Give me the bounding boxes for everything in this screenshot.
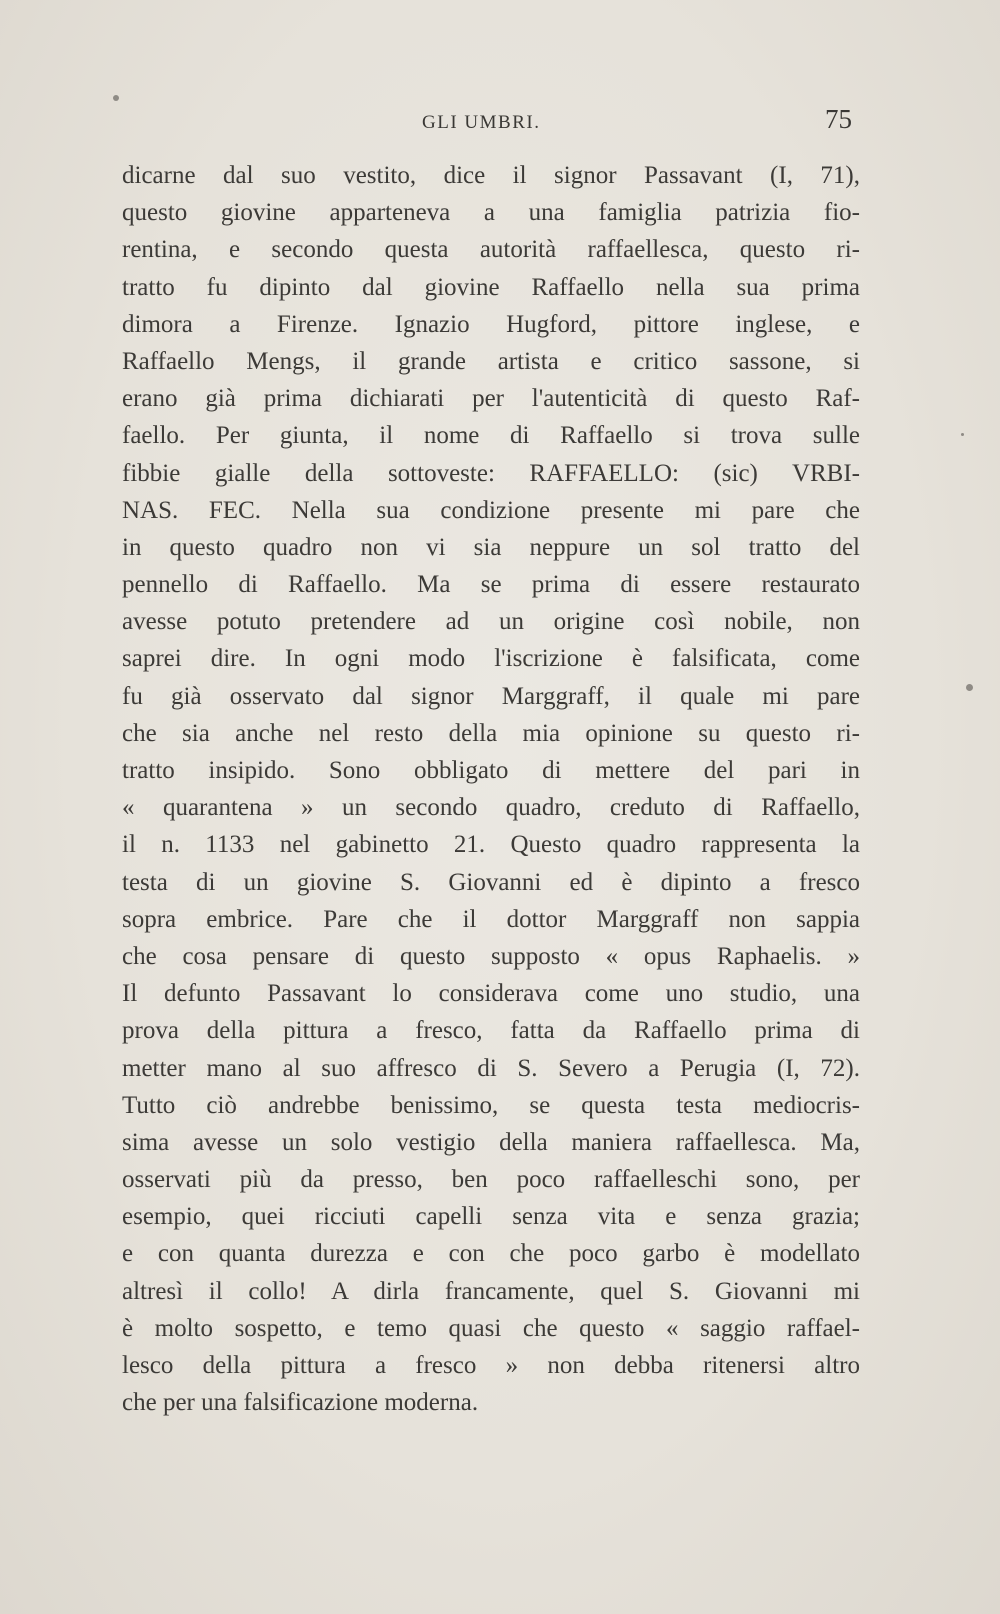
text-line: Il defunto Passavant lo considerava come uno studio, una: [122, 980, 860, 1008]
running-head: [120, 104, 852, 134]
text-line: tratto insipido. Sono obbligato di mettere del pari in: [122, 757, 860, 784]
text-line: prova della pittura a fresco, fatta da Raffaello prima di: [122, 1017, 860, 1045]
text-line: lesco della pittura a fresco » non debba ritenersi altro: [122, 1352, 860, 1379]
text-line: che cosa pensare di questo supposto « opus Raphaelis. »: [122, 942, 860, 970]
text-line: che per una falsificazione moderna.: [122, 1389, 479, 1417]
text-line: osservati più da presso, ben poco raffaelleschi sono, per: [122, 1166, 860, 1194]
text-line: questo giovine apparteneva a una famiglia patrizia fio-: [122, 199, 860, 227]
text-line: Raffaello Mengs, il grande artista e critico sassone, si: [122, 347, 860, 375]
paper-speck: [113, 95, 119, 101]
text-line: fu già osservato dal signor Marggraff, il quale mi pare: [122, 682, 860, 710]
text-line: rentina, e secondo questa autorità raffaellesca, questo ri-: [122, 236, 860, 264]
text-line: metter mano al suo affresco di S. Severo a Perugia (I, 72).: [122, 1054, 860, 1082]
paper-speck: [961, 433, 964, 436]
text-line: sima avesse un solo vestigio della maniera raffaellesca. Ma,: [122, 1128, 860, 1156]
text-line: in questo quadro non vi sia neppure un sol tratto del: [122, 533, 860, 561]
text-line: dicarne dal suo vestito, dice il signor Passavant (I, 71),: [122, 162, 860, 189]
text-line: « quarantena » un secondo quadro, creduto di Raffaello,: [122, 794, 860, 822]
text-line: pennello di Raffaello. Ma se prima di essere restaurato: [122, 571, 860, 599]
text-line: testa di un giovine S. Giovanni ed è dipinto a fresco: [122, 868, 860, 896]
text-line: il n. 1133 nel gabinetto 21. Questo quadro rappresenta la: [122, 831, 860, 859]
text-line: fibbie gialle della sottoveste: RAFFAELLO: (sic) VRBI-: [122, 459, 860, 487]
text-line: avesse potuto pretendere ad un origine così nobile, non: [122, 608, 860, 636]
text-line: dimora a Firenze. Ignazio Hugford, pittore inglese, e: [122, 310, 860, 338]
text-line: sopra embrice. Pare che il dottor Marggraff non sappia: [122, 905, 860, 933]
text-line: tratto fu dipinto dal giovine Raffaello nella sua prima: [122, 273, 860, 301]
body-text: [122, 157, 860, 1421]
text-line: faello. Per giunta, il nome di Raffaello si trova sulle: [122, 422, 860, 450]
paper-speck: [966, 684, 973, 691]
text-line: saprei dire. In ogni modo l'iscrizione è falsificata, come: [122, 645, 860, 673]
text-line: è molto sospetto, e temo quasi che questo « saggio raffael-: [122, 1314, 860, 1342]
text-line: Tutto ciò andrebbe benissimo, se questa testa mediocris-: [122, 1091, 860, 1119]
text-line: che sia anche nel resto della mia opinione su questo ri-: [122, 719, 860, 747]
text-line: esempio, quei ricciuti capelli senza vita e senza grazia;: [122, 1203, 860, 1231]
text-line: altresì il collo! A dirla francamente, quel S. Giovanni mi: [122, 1277, 860, 1305]
text-line: NAS. FEC. Nella sua condizione presente mi pare che: [122, 496, 860, 524]
text-line: erano già prima dichiarati per l'autenticità di questo Raf-: [122, 385, 860, 413]
page-number: 75: [825, 104, 852, 134]
text-line: e con quanta durezza e con che poco garbo è modellato: [122, 1240, 860, 1268]
running-title: GLI UMBRI.: [422, 112, 541, 133]
